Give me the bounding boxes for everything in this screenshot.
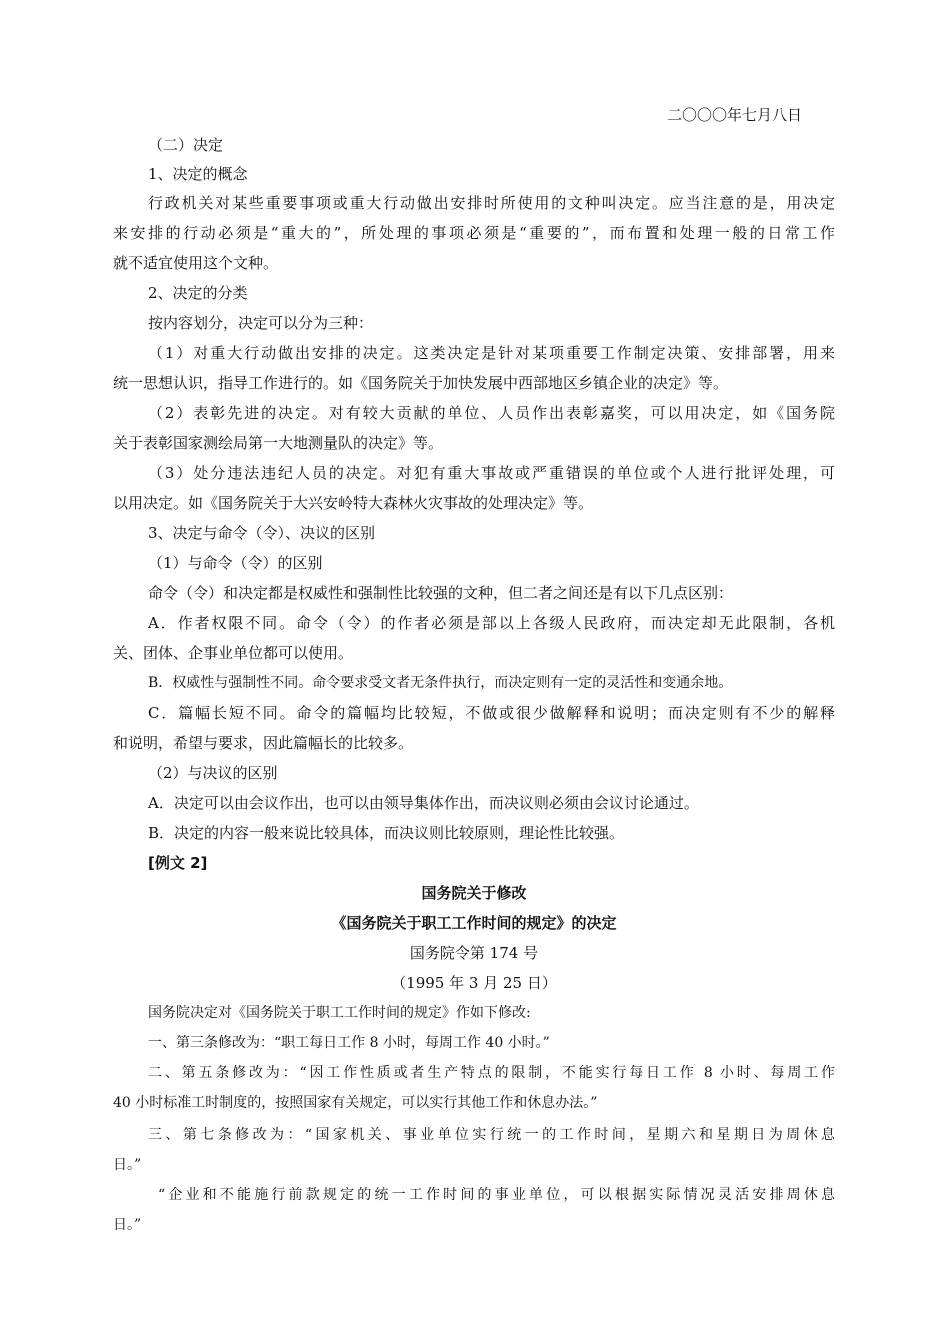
resolution-b: B．决定的内容一般来说比较具体，而决议则比较原则，理论性比较强。 (148, 824, 625, 842)
example-title-line-2: 《国务院关于职工工作时间的规定》的决定 (331, 914, 617, 932)
order-intro: 命令（令）和决定都是权威性和强制性比较强的文种，但二者之间还是有以下几点区别： (148, 584, 734, 602)
concept-line-1: 行政机关对某些重要事项或重大行动做出安排时所使用的文种叫决定。应当注意的是，用决定 (148, 194, 835, 212)
order-b: B．权威性与强制性不同。命令要求受文者无条件执行，而决定则有一定的灵活性和变通余地。 (148, 675, 733, 691)
document-date: 二〇〇〇年七月八日 (666, 106, 802, 124)
type3-line-1: （3）处分违法违纪人员的决定。对犯有重大事故或严重错误的单位或个人进行批评处理，可 (148, 464, 835, 482)
order-c-line-1: C．篇幅长短不同。命令的篇幅均比较短，不做或很少做解释和说明；而决定则有不少的解释 (148, 704, 835, 722)
order-c-line-2: 和说明，希望与要求，因此篇幅长的比较多。 (113, 734, 414, 752)
example-date: （1995 年 3 月 25 日） (391, 974, 557, 992)
resolution-subheading: （2）与决议的区别 (148, 764, 278, 782)
example-item-3-extra-line-2: 日。” (113, 1217, 142, 1233)
concept-line-3: 就不适宜使用这个文种。 (113, 254, 279, 272)
example-item-2-line-1: 二、第五条修改为：“因工作性质或者生产特点的限制，不能实行每日工作 8 小时、每周工作 (148, 1065, 835, 1081)
example-item-3-extra-line-1: “企业和不能施行前款规定的统一工作时间的事业单位，可以根据实际情况灵活安排周休息 (158, 1187, 835, 1203)
type1-line-1: （1）对重大行动做出安排的决定。这类决定是针对某项重要工作制定决策、安排部署，用来 (148, 344, 835, 362)
example-item-3-line-2: 日。” (113, 1157, 142, 1173)
example-order-number: 国务院令第 174 号 (409, 944, 539, 962)
example-title-line-1: 国务院关于修改 (421, 884, 527, 902)
order-subheading: （1）与命令（令）的区别 (148, 554, 323, 572)
difference-heading: 3、决定与命令（令）、决议的区别 (148, 524, 376, 542)
example-item-1: 一、第三条修改为：“职工每日工作 8 小时，每周工作 40 小时。” (148, 1035, 550, 1051)
type1-line-2: 统一思想认识，指导工作进行的。如《国务院关于加快发展中西部地区乡镇企业的决定》等。 (113, 374, 729, 392)
example-label: [例文 2] (148, 854, 208, 872)
order-a-line-1: A．作者权限不同。命令（令）的作者必须是部以上各级人民政府，而决定却无此限制，各机 (148, 614, 835, 632)
concept-heading: 1、决定的概念 (148, 165, 248, 183)
classification-heading: 2、决定的分类 (148, 284, 248, 302)
example-item-3-line-1: 三、第七条修改为：“国家机关、事业单位实行统一的工作时间，星期六和星期日为周休息 (148, 1127, 835, 1143)
resolution-a: A．决定可以由会议作出，也可以由领导集体作出，而决议则必须由会议讨论通过。 (148, 794, 699, 812)
classification-intro: 按内容划分，决定可以分为三种： (148, 314, 374, 332)
type2-line-1: （2）表彰先进的决定。对有较大贡献的单位、人员作出表彰嘉奖，可以用决定，如《国务院 (148, 404, 835, 422)
order-a-line-2: 关、团体、企事业单位都可以使用。 (113, 644, 354, 662)
concept-line-2: 来安排的行动必须是“重大的”，所处理的事项必须是“重要的”，而布置和处理一般的日常工作 (113, 224, 835, 242)
type2-line-2: 关于表彰国家测绘局第一大地测量队的决定》等。 (113, 434, 444, 452)
section-title: （二）决定 (148, 136, 224, 154)
example-intro: 国务院决定对《国务院关于职工工作时间的规定》作如下修改: (148, 1005, 531, 1021)
example-item-2-line-2: 40 小时标准工时制度的，按照国家有关规定，可以实行其他工作和休息办法。” (113, 1095, 598, 1111)
type3-line-2: 以用决定。如《国务院关于大兴安岭特大森林火灾事故的处理决定》等。 (113, 494, 594, 512)
